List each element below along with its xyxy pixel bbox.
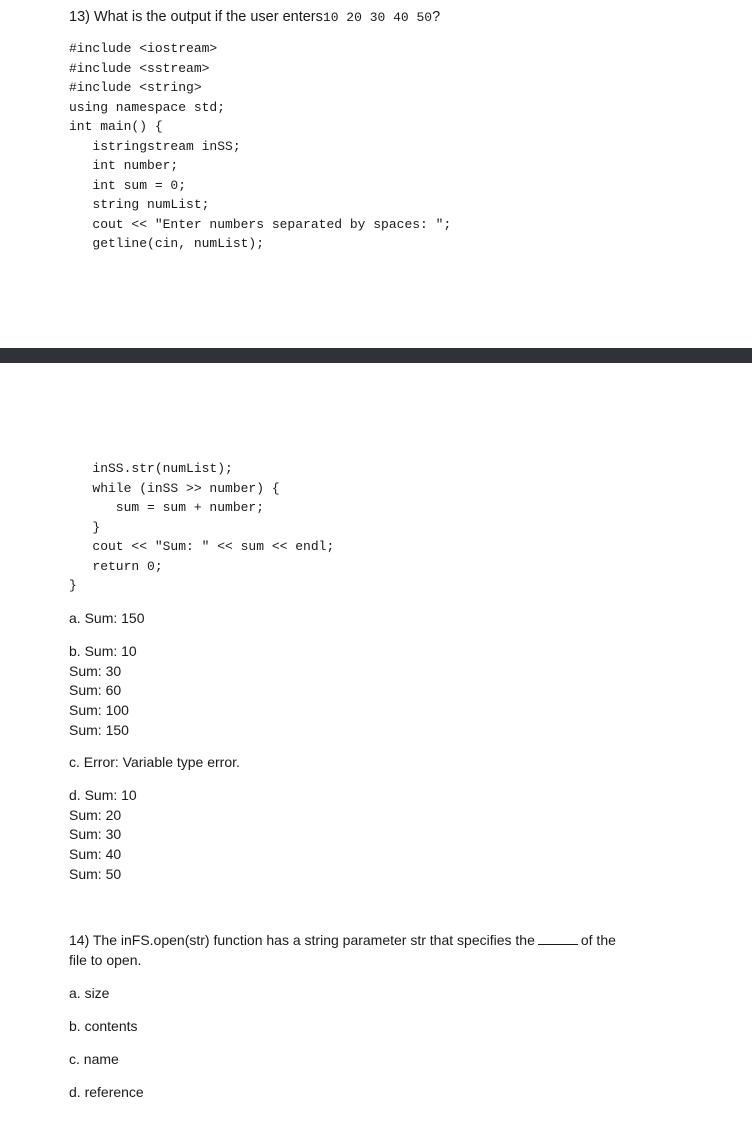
- question-14-text-after: of the: [580, 932, 616, 948]
- question-13-text: 13) What is the output if the user enters: [69, 9, 323, 25]
- code-block-part1: #include <iostream> #include <sstream> #include <string> using namespace std; int main() { istringstream inSS; int number; int sum = 0; string numList; cout << "Enter numbers separated by spaces: "; getline(cin, numList);: [69, 41, 452, 251]
- q14-option-d[interactable]: d. reference: [69, 1084, 144, 1100]
- question-14-prompt-line2: file to open.: [69, 952, 142, 968]
- q14-option-a[interactable]: a. size: [69, 985, 110, 1001]
- question-14-prompt: [69, 931, 616, 951]
- q13-option-b[interactable]: b. Sum: 10 Sum: 30 Sum: 60 Sum: 100 Sum: 150: [69, 643, 137, 738]
- q13-option-d[interactable]: d. Sum: 10 Sum: 20 Sum: 30 Sum: 40 Sum: 50: [69, 787, 137, 882]
- question-13-prompt: [69, 8, 440, 28]
- q13-option-a[interactable]: a. Sum: 150: [69, 610, 145, 626]
- code-block-part2: inSS.str(numList); while (inSS >> number) { sum = sum + number; } cout << "Sum: " << sum << endl; return 0; }: [69, 461, 335, 593]
- q13-option-c[interactable]: c. Error: Variable type error.: [69, 754, 240, 770]
- q14-option-c[interactable]: c. name: [69, 1051, 119, 1067]
- page-divider-bar: [0, 348, 752, 363]
- q14-option-b[interactable]: b. contents: [69, 1018, 138, 1034]
- question-13-input: 10 20 30 40 50: [322, 10, 433, 25]
- answer-blank: [538, 932, 578, 945]
- question-13-end: ?: [432, 9, 441, 25]
- question-14-text: 14) The inFS.open(str) function has a string parameter str that specifies the: [69, 932, 535, 948]
